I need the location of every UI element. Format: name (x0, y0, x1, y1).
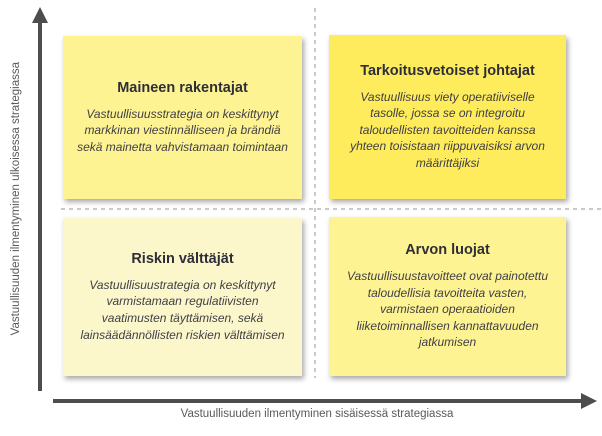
x-axis-arrow-line (53, 399, 581, 403)
quadrant-title: Arvon luojat (405, 242, 490, 259)
quadrant-top-right (329, 35, 566, 199)
vertical-divider (314, 8, 316, 378)
y-axis-label-text: Vastuullisuuden ilmentyminen ulkoisessa strategiassa (10, 62, 22, 336)
y-axis-label (4, 10, 28, 388)
quadrant-description: Vastuullisuustrategia on keskittynyt varmistamaan regulatiivisten vaatimusten täyttämisen, sekä lainsäädännöllisten riskien välttämisen (80, 277, 285, 342)
quadrant-title: Maineen rakentajat (117, 79, 248, 96)
quadrant-bottom-left (63, 218, 302, 376)
quadrant-description: Vastuullisuus viety operatiiviselle tasolle, jossa se on integroitu taloudellisten tavoitteiden kanssa yhteen toisistaan riippuvaisiksi arvon määrittäjiksi (350, 89, 545, 170)
y-axis-arrow-head-icon (32, 7, 48, 23)
quadrant-description: Vastuullisuusstrategia on keskittynyt markkinan viestinnälliseen ja brändiä sekä mainetta vahvistamaan toimintaan (77, 106, 288, 154)
quadrant-top-left (63, 36, 302, 199)
quadrant-description: Vastuullisuustavoitteet ovat painotettu taloudellisia tavoitteita vasten, varmistaen operaatioiden liiketoiminnallisen kannattavuuden jatkumisen (346, 269, 549, 350)
x-axis-label: Vastuullisuuden ilmentyminen sisäisessä strategiassa (180, 408, 454, 420)
horizontal-divider (61, 208, 602, 210)
y-axis-arrow-line (38, 21, 42, 391)
quadrant-title: Riskin välttäjät (131, 250, 234, 267)
quadrant-bottom-right (329, 217, 566, 376)
x-axis-arrow-head-icon (581, 393, 597, 409)
quadrant-title: Tarkoitusvetoiset johtajat (360, 62, 535, 79)
